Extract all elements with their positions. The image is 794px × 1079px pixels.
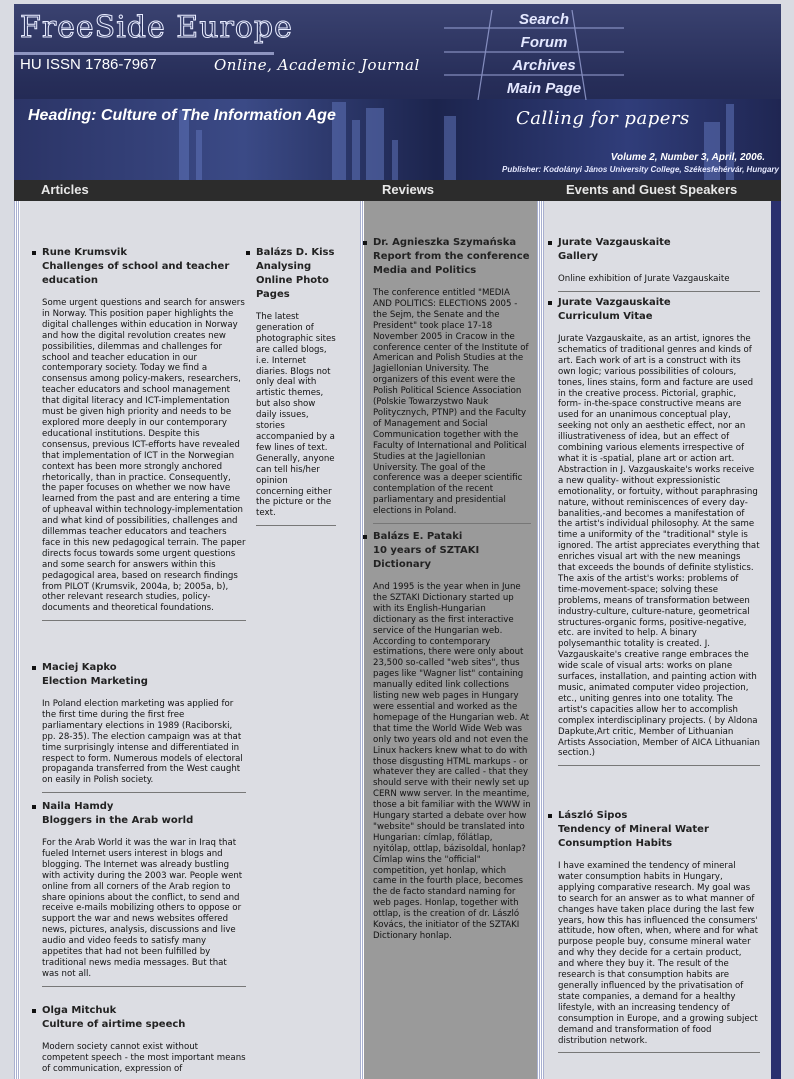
logo-underline — [14, 52, 274, 55]
article-author-link[interactable]: Naila Hamdy — [42, 800, 246, 814]
article-entry — [42, 800, 246, 987]
publisher-info: Publisher: Kodolányi János University College, Székesfehérvár, Hungary — [502, 165, 779, 174]
article-title-link[interactable]: Analysing Online Photo Pages — [256, 261, 329, 300]
review-author-link[interactable]: Dr. Agnieszka Szymańska — [373, 236, 531, 250]
calling-for-papers-link[interactable]: Calling for papers — [516, 108, 690, 129]
column-divider — [537, 201, 544, 1079]
review-title-link[interactable]: 10 years of SZTAKI Dictionary — [373, 545, 480, 570]
entry-separator — [373, 523, 531, 524]
article-author-link[interactable]: Olga Mitchuk — [42, 1004, 246, 1018]
review-author-link[interactable]: Balázs E. Pataki — [373, 530, 531, 544]
entry-separator — [558, 291, 760, 292]
article-title-link[interactable]: Election Marketing — [42, 676, 148, 687]
article-abstract: For the Arab World it was the war in Iraq that fueled Internet users interest in blogs and blogging. The Internet was already bustling with activity during the 2003 war. People went online from all corners of the Arab region to share opinions about the conflict, to send and receive e-mails mobilizing others to oppose or support the war and news websites offered news, pictures, analysis, discussions and live audio and video feeds to satisfy many appetites that had not been fulfilled by traditional news media messages. But that was not all. — [42, 838, 243, 979]
event-entry — [558, 296, 760, 766]
event-author-link[interactable]: Jurate Vazgauskaite — [558, 236, 760, 250]
nav-main-page-link[interactable]: Main Page — [506, 80, 582, 97]
journal-logo[interactable]: FreeSide Europe — [20, 10, 293, 45]
article-title-link[interactable]: Bloggers in the Arab world — [42, 815, 194, 826]
article-entry — [42, 1004, 246, 1075]
article-abstract: The latest generation of photographic sites are called blogs, i.e. Internet diaries. Blogs not only deal with artistic themes, but also show daily issues, stories accompanied by a few lines of text. Generally, anyone can tell his/her opinion concerning either the picture or the text. — [256, 312, 336, 519]
masthead-banner — [14, 4, 781, 180]
volume-info: Volume 2, Number 3, April, 2006. — [610, 152, 765, 163]
event-author-link[interactable]: László Sipos — [558, 809, 760, 823]
article-entry — [42, 246, 246, 621]
entry-separator — [558, 765, 760, 766]
entry-separator — [256, 525, 336, 526]
nav-archives-link[interactable]: Archives — [512, 57, 576, 74]
event-author-link[interactable]: Jurate Vazgauskaite — [558, 296, 760, 310]
entry-separator — [42, 986, 246, 987]
article-title-link[interactable]: Challenges of school and teacher education — [42, 261, 230, 286]
review-abstract: The conference entitled "MEDIA AND POLITICS: ELECTIONS 2005 - the Sejm, the Senate and the President" took place 17-18 November 2005 in Cracow in the conference center of the Institute of American and Polish Studies at the Jagiellonian University. The organizers of this event were the Polish Political Science Association (Polskie Towarzystwo Nauk Politycznych, PTNP) and the Faculty of Management and Social Communication together with the Faculty of International and Political Studies at the Jagiellonian University. The goal of the conference was a deeper scientific contemplation of the recent parliamentary and presidential elections in Poland. — [373, 288, 529, 517]
article-author-link[interactable]: Rune Krumsvik — [42, 246, 246, 260]
event-entry — [558, 236, 760, 292]
review-entry — [373, 236, 531, 524]
right-border — [771, 201, 781, 1079]
section-reviews-label: Reviews — [382, 182, 435, 197]
review-abstract: And 1995 is the year when in June the SZTAKI Dictionary started up with its English-Hungarian dictionary as the first interactive service of the Hungarian web. According to contemporary estimations, there were only about 23,500 so-called "web sites", thus pages like "Wagner list" containing manually edited link collections listing new web pages in Hungary were essential and worked as the homepage of the Hungarian web. At that time the World Wide Web was only two years old and not even the Linux hackers knew what to do with those disgusting HTML markups - or whatever they are called - that they should serve with their newly set up CERN www server. In the meantime, those a bit familiar with the WWW in Hungary started a debate over how "website" should be translated into Hungarian: címlap, főlátlap, nyitólap, ottlap, bázisoldal, honlap? Címlap wins the "official" competition, yet honlap, which came in the fourth place, becomes the de facto standard naming for web pages. Honlap, together with ottlap, is the creation of dr. László Kovács, the initiator of the SZTAKI Dictionary honlap. — [373, 582, 531, 941]
article-title-link[interactable]: Culture of airtime speech — [42, 1019, 186, 1030]
section-events-label: Events and Guest Speakers — [566, 182, 738, 197]
article-author-link[interactable]: Balázs D. Kiss — [256, 247, 335, 258]
event-description: I have examined the tendency of mineral water consumption habits in Hungary, applying comparative research. My goal was to search for an answer as to what manner of changes have taken place during the last few years, how this has influenced the consumers' attitude, how often, when, where and for what purpose people buy, consume mineral water and why they decide for a certain product, and where they buy it. The result of the research is that consumption habits are generally influenced by the privatisation of state companies, a demand for a healthy lifestyle, with an increasing tendency of consumption in Europe, and a growing subject demand and transformation of food distribution network. — [558, 861, 758, 1046]
event-title-link[interactable]: Gallery — [558, 251, 599, 262]
section-articles-label: Articles — [41, 182, 89, 197]
entry-separator — [42, 620, 246, 621]
article-abstract: In Poland election marketing was applied for the first time during the first free parliamentary elections in 1989 (Raciborski, pp. 28-35). The election campaign was at that time surprisingly intense and differentiated in respect to form. Numerous models of electoral propaganda transferred from the West caught on easily in Polish society. — [42, 699, 243, 786]
entry-separator — [42, 792, 246, 793]
article-abstract: Modern society cannot exist without competent speech - the most important means of communication, expression of — [42, 1042, 246, 1074]
top-navigation — [474, 8, 614, 100]
journal-tagline: Online, Academic Journal — [214, 56, 420, 74]
issue-heading: Heading: Culture of The Information Age — [28, 107, 336, 124]
article-entry — [42, 661, 246, 793]
nav-search-link[interactable]: Search — [518, 11, 570, 28]
review-title-link[interactable]: Report from the conference Media and Politics — [373, 251, 530, 276]
entry-separator — [558, 1052, 760, 1053]
section-header-bar — [14, 180, 781, 201]
nav-forum-link[interactable]: Forum — [520, 34, 568, 51]
article-author-link[interactable]: Maciej Kapko — [42, 661, 246, 675]
issn-label: HU ISSN 1786-7967 — [20, 56, 157, 73]
event-description: Online exhibition of Jurate Vazgauskaite — [558, 274, 730, 284]
event-title-link[interactable]: Curriculum Vitae — [558, 311, 653, 322]
event-entry — [558, 809, 760, 1053]
event-description: Jurate Vazgauskaite, as an artist, ignores the schematics of traditional genres and kinds of art. Each work of art is a construct with its own logic; various possibilities of colours, tones, lines stains, form and facture are used in the creative process. Pictorial, graphic, form- in-the-space constructive means are used for an unanimous conceptual play, seeking not only an aesthetic effect, nor an illiustrativeness of idea, but an effect of combining various elements irrespective of what it is -spatial, plane art or action art. Abstraction in J. Vazgauskaite's works receive a new quality- without expressionistic emotionality, or fortuity, without paraphrasing nature, without reminiscences of every day-banalities,-and becomes a manifestation of the artist's individual philosophy. At the same time a uniformity of the "traditional" style is ignored. The artist appreciates everything that enriches visual art with the new meanings that exceeds the bounds of definite stylistics. The axis of the artist's works: problems of time-movement-space; solving these problems, means of transformation between industry-culture, culture-nature, geometrical structures-organic forms, positive-negative, etc. are invited to help. A binary polysemanthic totality is created. J. Vazgauskaite's creative range embraces the wide scale of visual arts: works on plane surfaces, installation, and painting action with music, animated computer video projection, etc., uniting genres into one totality. The artist's capacities allow her to accomplish complex interdisciplinary projects. ( by Aldona Dapkute,Art critic, Member of Lithuanian Artists Association, Member of AICA Lithuanian section.) — [558, 334, 760, 759]
event-title-link[interactable]: Tendency of Mineral Water Consumption Habits — [558, 824, 709, 849]
article-entry — [256, 246, 336, 526]
article-abstract: Some urgent questions and search for answers in Norway. This position paper highlights the digital challenges within education in Norway and how the digital revolution creates new possibilities, dilemmas and challenges for school and teacher education in our contemporary society. Today we find a consensus among policy-makers, researchers, teacher educators and school management that digital literacy and ICT-implementation must be given high priority and needs to be explored more deeply in our contemporary educational institutions. Despite this consensus, previous ICT-efforts have revealed that implementation of ICT in the Norwegian context has been more strongly anchored rhetorically, than in practice. Consequently, the paper focuses on whether we now have learned from the past and are entering a time of upheaval within technology-implementation and what kind of possibilities, challenges and dillemmas teacher educators and teachers face in this new pedagogical terrain. The paper directs focus towards some urgent questions and some search for answers within this pedagogical area, based on research findings from PILOT (Krumsvik, 2004a, b; 2005a, b), other relevant research studies, policy-documents and theoretical foundations. — [42, 298, 246, 614]
review-entry — [373, 530, 531, 942]
